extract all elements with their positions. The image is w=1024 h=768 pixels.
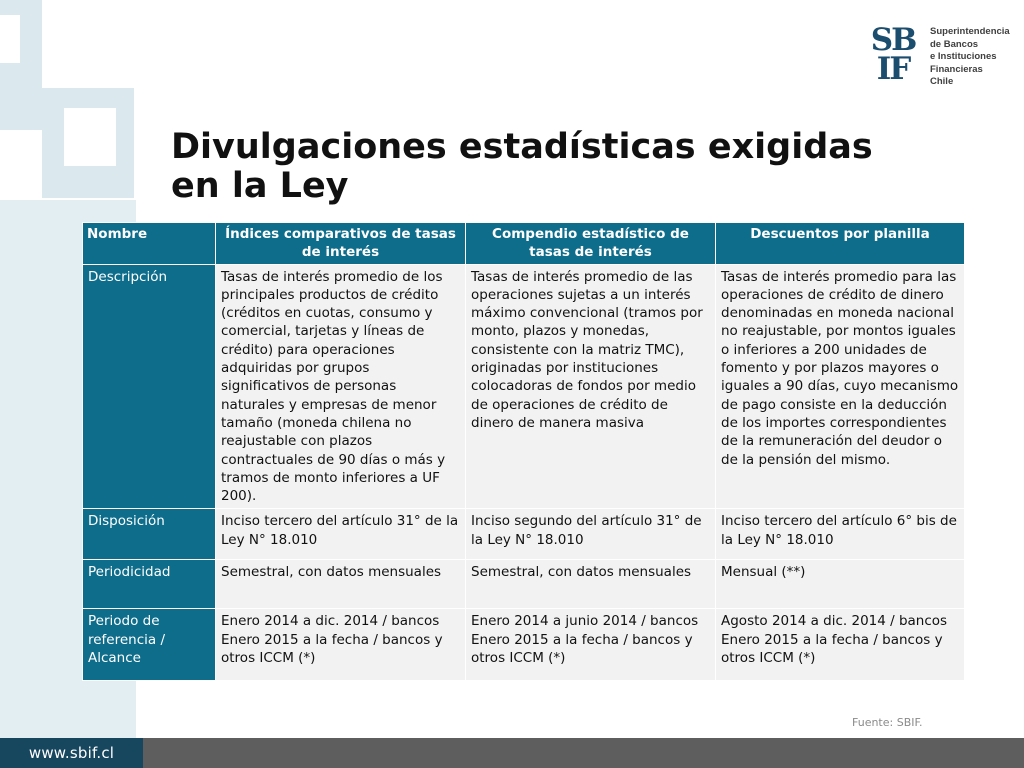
row-label-reference-period: Periodo de referencia / Alcance — [83, 609, 216, 681]
sbif-logo-mark — [862, 22, 924, 88]
logo-line: de Bancos — [930, 38, 979, 50]
table-cell: Tasas de interés promedio para las operaciones de crédito de dinero denominadas en moneda nacional no reajustable, por montos iguales o inferiores a 200 unidades de fomento y por plazos mayores o iguales a 90 días, cuyo mecanismo de pago consiste en la deducción de los importes correspondientes de la remuneración del deudor o de la pensión del mismo. — [716, 264, 965, 509]
table-row — [83, 560, 965, 609]
table-cell: Inciso tercero del artículo 31° de la Ley N° 18.010 — [216, 509, 466, 560]
logo-line: Superintendencia — [930, 26, 1010, 37]
logo-mark-bottom: IF — [876, 51, 910, 87]
logo-text — [930, 26, 1020, 89]
row-label-disposition: Disposición — [83, 509, 216, 560]
logo-mark-top: SB — [870, 22, 916, 58]
decor-square — [0, 15, 20, 63]
sbif-logo — [862, 22, 1012, 90]
page-title-line2: en la Ley — [171, 166, 349, 206]
table-cell: Enero 2014 a dic. 2014 / bancos Enero 2015 a la fecha / bancos y otros ICCM (*) — [216, 609, 466, 681]
table-cell: Inciso segundo del artículo 31° de la Ley N° 18.010 — [466, 509, 716, 560]
table-cell: Semestral, con datos mensuales — [216, 560, 466, 609]
page-title — [171, 128, 931, 206]
table-cell: Semestral, con datos mensuales — [466, 560, 716, 609]
table-row — [83, 509, 965, 560]
table-header-row — [83, 223, 965, 265]
header-statistical-compendium: Compendio estadístico de tasas de interés — [466, 223, 716, 265]
table-cell: Enero 2014 a junio 2014 / bancos Enero 2015 a la fecha / bancos y otros ICCM (*) — [466, 609, 716, 681]
table-cell: Mensual (**) — [716, 560, 965, 609]
footer-bar — [0, 738, 1024, 768]
row-label-periodicity: Periodicidad — [83, 560, 216, 609]
logo-line: Financieras — [930, 63, 983, 75]
footer-url-link[interactable]: www.sbif.cl — [0, 738, 143, 768]
source-note: Fuente: SBIF. — [852, 716, 923, 729]
table-cell: Tasas de interés promedio de los principales productos de crédito (créditos en cuotas, consumo y comercial, tarjetas y líneas de crédito) para operaciones adquiridas por grupos significativos de personas naturales y empresas de menor tamaño (moneda chilena no reajustable con plazos contractuales de 90 días o más y tramos de monto inferiores a UF 200). — [216, 264, 466, 509]
header-name: Nombre — [83, 223, 216, 265]
row-label-description: Descripción — [83, 264, 216, 509]
statistics-table — [82, 222, 965, 681]
header-comparative-indices: Índices comparativos de tasas de interés — [216, 223, 466, 265]
table-row — [83, 264, 965, 509]
header-payroll-deductions: Descuentos por planilla — [716, 223, 965, 265]
logo-line: e Instituciones — [930, 51, 997, 62]
table-cell: Agosto 2014 a dic. 2014 / bancos Enero 2015 a la fecha / bancos y otros ICCM (*) — [716, 609, 965, 681]
table-cell: Inciso tercero del artículo 6° bis de la Ley N° 18.010 — [716, 509, 965, 560]
page-title-line1: Divulgaciones estadísticas exigidas — [171, 127, 873, 167]
logo-line: Chile — [930, 76, 954, 87]
table-cell: Tasas de interés promedio de las operaciones sujetas a un interés máximo convencional (tramos por monto, plazos y monedas, consistente con la matriz TMC), originadas por instituciones colocadoras de fondos por medio de operaciones de crédito de dinero de manera masiva — [466, 264, 716, 509]
table-row — [83, 609, 965, 681]
decor-square — [64, 108, 116, 166]
